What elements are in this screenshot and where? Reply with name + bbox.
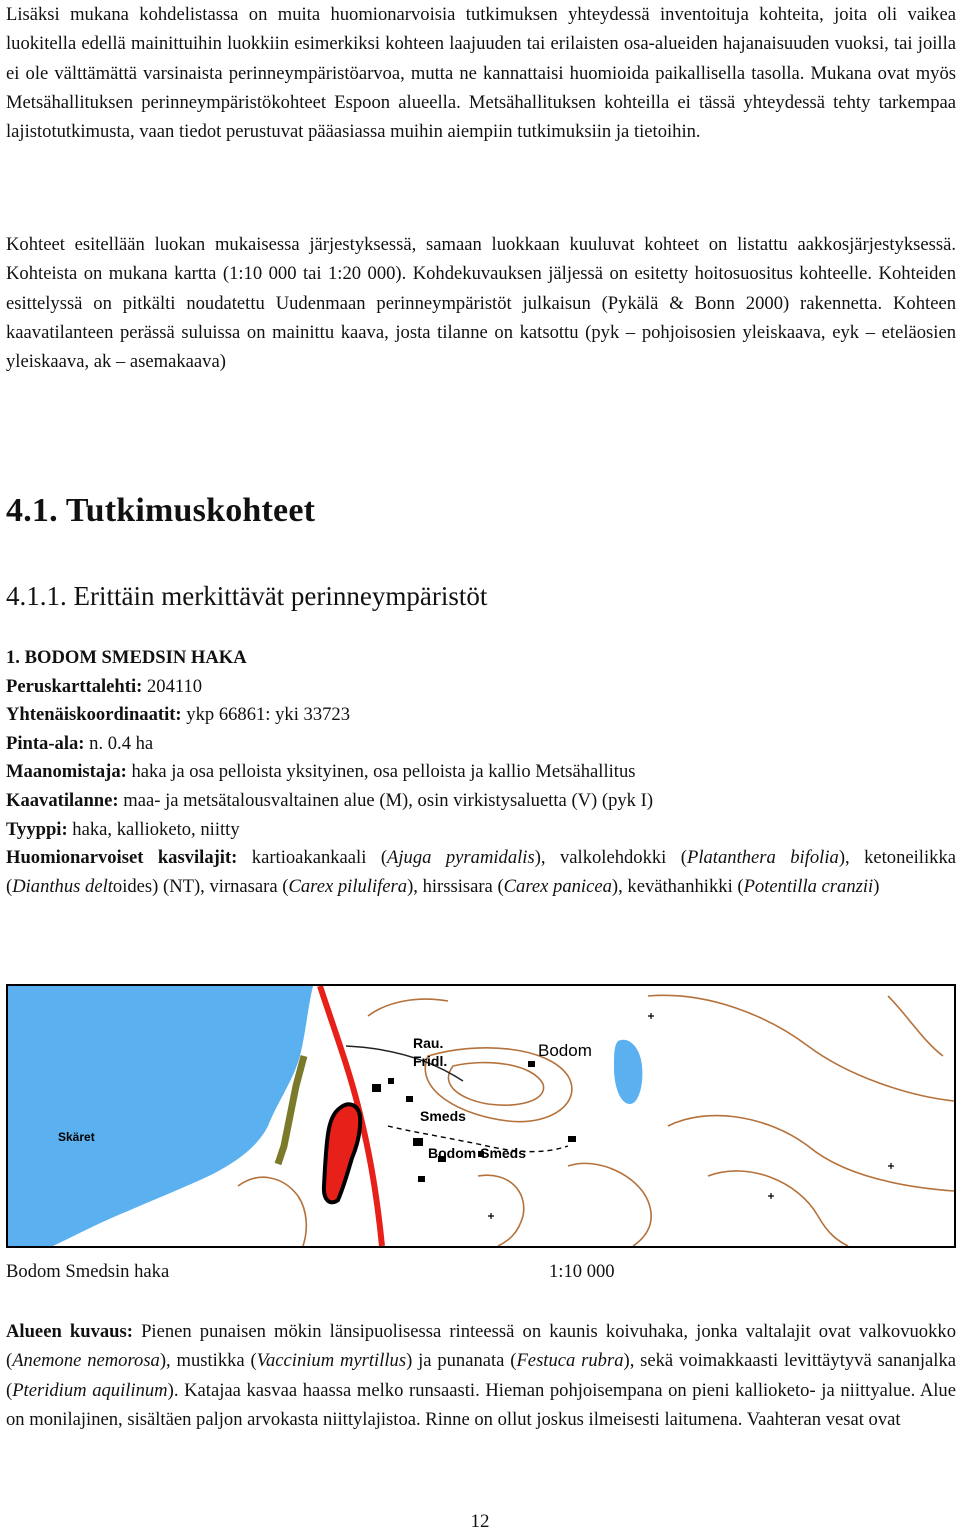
plants-label: Huomionarvoiset kasvilajit: xyxy=(6,847,238,869)
description-text: ), sekä voimakkaasti levittäytyvä sananjalka ( xyxy=(6,1350,957,1401)
description-text: ). Katajaa kasvaa haassa melko runsaasti. Hieman pohjoisempana on pieni kallioketo- ja niittyalue. Alue on monilajinen, sisältäen paljon arvokasta niittylajistoa. Rinne on ollut joskus ilmeisesti laitumena. Vaahteran vesat ovat xyxy=(6,1379,956,1430)
map-label-bodom: Bodom xyxy=(538,1041,592,1060)
site-map xyxy=(6,984,956,1248)
area-row xyxy=(6,730,956,759)
map-label-smeds: Smeds xyxy=(420,1108,466,1124)
pond-water xyxy=(614,1040,642,1104)
plants-text: oides) (NT), virnasara ( xyxy=(112,875,289,897)
map-label-bodom-smeds: Bodom Smeds xyxy=(428,1145,527,1161)
description-text: ), mustikka ( xyxy=(159,1350,257,1372)
plants-species-name: Potentilla cranzii xyxy=(743,875,874,897)
owner-value: haka ja osa pelloista yksityinen, osa pelloista ja kallio Metsähallitus xyxy=(126,761,636,783)
plants-text: ), valkolehdokki ( xyxy=(534,847,687,869)
map-label-skaret: Skäret xyxy=(58,1130,95,1144)
plants-text: ), hirssisara ( xyxy=(407,875,504,897)
owner-label: Maanomistaja: xyxy=(6,761,127,783)
description-text: ) ja punanata ( xyxy=(406,1350,517,1372)
map-sheet-value: 204110 xyxy=(142,675,203,697)
subsection-heading: 4.1.1. Erittäin merkittävät perinneympäristöt xyxy=(6,581,488,611)
zoning-value: maa- ja metsätalousvaltainen alue (M), osin virkistysaluetta (V) (pyk I) xyxy=(118,789,654,811)
section-heading: 4.1. Tutkimuskohteet xyxy=(6,492,316,529)
owner-row xyxy=(6,758,956,787)
plants-species-name: Ajuga pyramidalis xyxy=(387,847,535,869)
area-value: n. 0.4 ha xyxy=(84,732,154,754)
page-number: 12 xyxy=(470,1511,490,1532)
map-label-rau: Rau. xyxy=(413,1035,444,1051)
description-species-name: Vaccinium myrtillus xyxy=(256,1350,407,1372)
plants-species-name: Dianthus delt xyxy=(12,875,113,897)
coordinates-value: ykp 66861: yki 33723 xyxy=(181,704,351,726)
plants-text: ), keväthanhikki ( xyxy=(611,875,744,897)
type-label: Tyyppi: xyxy=(6,818,68,840)
description-species-name: Festuca rubra xyxy=(516,1350,624,1372)
plants-text: ), ketoneilikka ( xyxy=(6,847,956,897)
area-description xyxy=(6,1317,956,1434)
zoning-row xyxy=(6,787,956,816)
plants-species-name: Platanthera bifolia xyxy=(686,847,839,869)
type-value: haka, kallioketo, niitty xyxy=(67,818,240,840)
site-polygon xyxy=(324,1104,360,1202)
site-title: 1. BODOM SMEDSIN HAKA xyxy=(6,647,247,668)
description-species-name: Anemone nemorosa xyxy=(12,1350,160,1372)
plants-text: ) xyxy=(873,875,880,897)
buildings xyxy=(372,1061,576,1182)
plants-row xyxy=(6,844,956,901)
intro-paragraph-1: Lisäksi mukana kohdelistassa on muita huomionarvoisia tutkimuksen yhteydessä inventoituja kohteita, joita oli vaikea luokitella edellä mainittuihin luokkiin esimerkiksi kohteen laajuuden tai erilaisten osa-alueiden hajanaisuuden vuoksi, tai joilla ei ole välttämättä varsinaista perinneympäristöarvoa, mutta ne kannattaisi huomioida paikallisella tasolla. Mukana ovat myös Metsähallituksen perinneympäristökohteet Espoon alueella. Metsähallituksen kohteilla ei tässä yhteydessä tehty tarkempaa lajistotutkimusta, vaan tiedot perustuvat pääasiassa muihin aiempiin tutkimuksiin ja tietoihin. xyxy=(6,4,956,143)
plants-species-name: Carex panicea xyxy=(503,875,612,897)
map-drawing xyxy=(8,986,954,1246)
plants-species-name: Carex pilulifera xyxy=(288,875,408,897)
caption-site-name: Bodom Smedsin haka xyxy=(6,1261,170,1282)
intro-paragraph-2: Kohteet esitellään luokan mukaisessa järjestyksessä, samaan luokkaan kuuluvat kohteet on listattu aakkosjärjestyksessä. Kohteista on mukana kartta (1:10 000 tai 1:20 000). Kohdekuvauksen jäljessä on esitetty hoitosuositus kohteelle. Kohteiden esittelyssä on pitkälti noudatettu Uudenmaan perinneympäristöt julkaisun (Pykälä & Bonn 2000) rakennetta. Kohteen kaavatilanteen perässä suluissa on mainittu kaava, josta tilanne on katsottu (pyk – pohjoisosien yleiskaava, eyk – eteläosien yleiskaava, ak – asemakaava) xyxy=(6,234,956,373)
coordinates-row xyxy=(6,701,956,730)
description-label: Alueen kuvaus: xyxy=(6,1321,133,1342)
description-text: Pienen punaisen mökin länsipuolisessa rinteessä on kaunis koivuhaka, jonka valtalajit ovat valkovuokko ( xyxy=(6,1321,956,1372)
area-label: Pinta-ala: xyxy=(6,732,85,754)
map-sheet-row xyxy=(6,673,956,702)
site-title-row xyxy=(6,644,956,673)
caption-scale: 1:10 000 xyxy=(549,1261,615,1282)
description-species-name: Pteridium aquilinum xyxy=(12,1379,168,1401)
coordinates-label: Yhtenäiskoordinaatit: xyxy=(6,704,182,726)
plants-text: kartioakankaali ( xyxy=(237,847,388,869)
lake-water xyxy=(8,986,313,1246)
zoning-label: Kaavatilanne: xyxy=(6,789,119,811)
map-label-frdl: Fridl. xyxy=(413,1053,448,1069)
site-details xyxy=(6,644,956,901)
type-row xyxy=(6,816,956,845)
map-sheet-label: Peruskarttalehti: xyxy=(6,675,143,697)
